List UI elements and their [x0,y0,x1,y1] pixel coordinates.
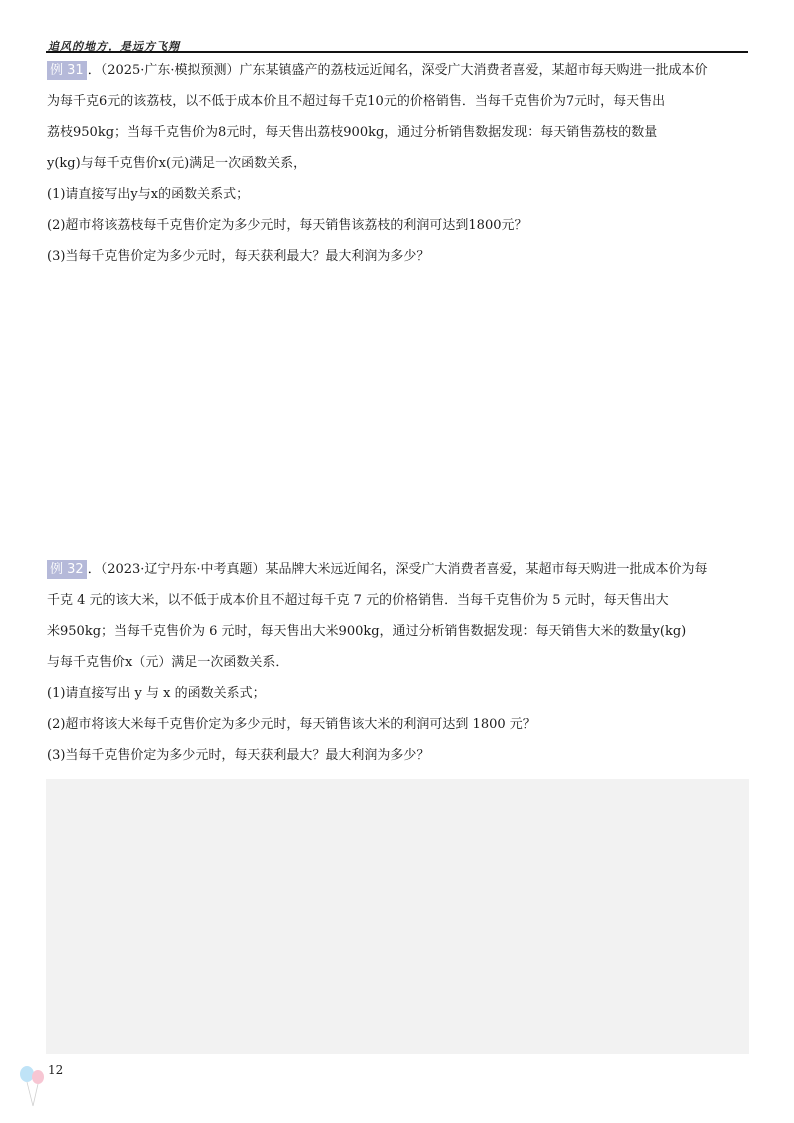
sub-question-3: (3)当每千克售价定为多少元时，每天获利最大？最大利润为多少？ [47,249,430,264]
problem-line: y(kg)与每千克售价x(元)满足一次函数关系， [47,156,307,171]
problem-line: 为每千克6元的该荔枝，以不低于成本价且不超过每千克10元的价格销售．当每千克售价为7元时，每天售出 [47,94,666,109]
problem-line: 米950kg；当每千克售价为 6 元时，每天售出大米900kg，通过分析销售数据发现：每天销售大米的数量y(kg) [47,624,687,639]
problem-line [47,560,751,591]
problem-line: 荔枝950kg；当每千克售价为8元时，每天售出荔枝900kg，通过分析销售数据发现：每天销售荔枝的数量 [47,125,658,140]
page-number: 12 [48,1063,64,1077]
problem-31 [47,61,751,278]
sub-question-2: (2)超市将该大米每千克售价定为多少元时，每天销售该大米的利润可达到 1800 元？ [47,717,536,732]
example-tag: 例 32 [47,560,87,579]
sub-question-2: (2)超市将该荔枝每千克售价定为多少元时，每天销售该荔枝的利润可达到1800元？ [47,218,528,233]
example-tag: 例 31 [47,61,87,80]
sub-question-3: (3)当每千克售价定为多少元时，每天获利最大？最大利润为多少？ [47,748,430,763]
balloons-icon [18,1064,48,1108]
header-slogan: 追风的地方，是远方飞翔 [48,40,180,53]
problem-line: 与每千克售价x（元）满足一次函数关系． [47,655,289,670]
problem-line: 千克 4 元的该大米，以不低于成本价且不超过每千克 7 元的价格销售．当每千克售价为 5 元时，每天售出大 [47,593,669,608]
problem-line [47,61,751,92]
header-divider [46,51,748,53]
problem-text: ．（2025·广东·模拟预测）广东某镇盛产的荔枝远近闻名，深受广大消费者喜爱，某超市每天购进一批成本价 [87,63,708,78]
answer-area[interactable] [46,779,749,1054]
sub-question-1: (1)请直接写出y与x的函数关系式； [47,187,250,202]
sub-question-1: (1)请直接写出 y 与 x 的函数关系式； [47,686,266,701]
problem-32 [47,560,751,777]
problem-text: ．（2023·辽宁丹东·中考真题）某品牌大米远近闻名，深受广大消费者喜爱，某超市每天购进一批成本价为每 [87,562,708,577]
